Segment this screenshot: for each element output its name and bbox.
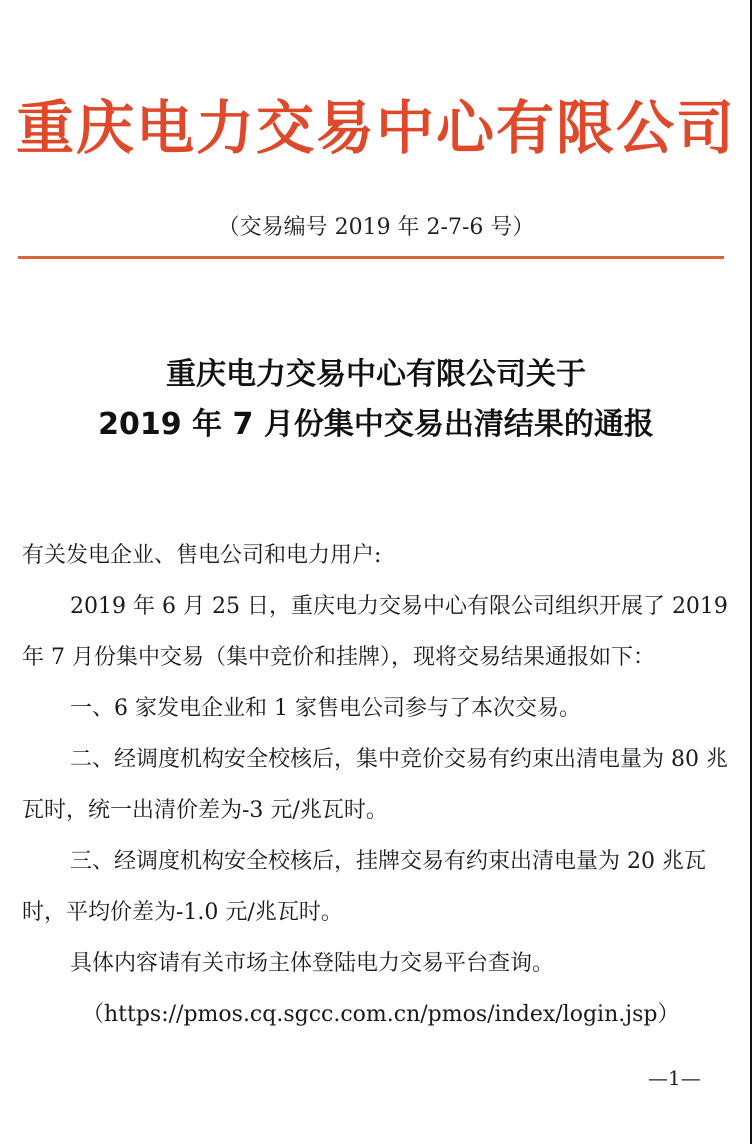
org-name-header: 重庆电力交易中心有限公司	[15, 94, 736, 162]
paragraph-item-2: 二、经调度机构安全校核后，集中竞价交易有约束出清电量为 80 兆瓦时，统一出清价差为-3 元/兆瓦时。	[22, 747, 728, 823]
paragraph-item-1: 一、6 家发电企业和 1 家售电公司参与了本次交易。	[70, 696, 581, 721]
document-title	[0, 350, 752, 450]
title-line-1: 重庆电力交易中心有限公司关于	[166, 357, 586, 392]
salutation: 有关发电企业、售电公司和电力用户:	[22, 543, 382, 568]
document-body	[22, 530, 728, 1040]
title-line-2: 2019 年 7 月份集中交易出清结果的通报	[98, 407, 654, 442]
document-number: （交易编号 2019 年 2-7-6 号）	[217, 215, 535, 240]
platform-url-link[interactable]: （https://pmos.cq.sgcc.com.cn/pmos/index/login.jsp）	[82, 1002, 680, 1027]
paragraph-item-3: 三、经调度机构安全校核后，挂牌交易有约束出清电量为 20 兆瓦时，平均价差为-1.0 元/兆瓦时。	[22, 849, 706, 925]
paragraph-intro: 2019 年 6 月 25 日，重庆电力交易中心有限公司组织开展了 2019 年 7 月份集中交易（集中竞价和挂牌），现将交易结果通报如下：	[22, 594, 728, 670]
header-divider	[18, 256, 724, 259]
paragraph-details: 具体内容请有关市场主体登陆电力交易平台查询。	[70, 951, 555, 976]
page-number: —1—	[648, 1066, 701, 1090]
